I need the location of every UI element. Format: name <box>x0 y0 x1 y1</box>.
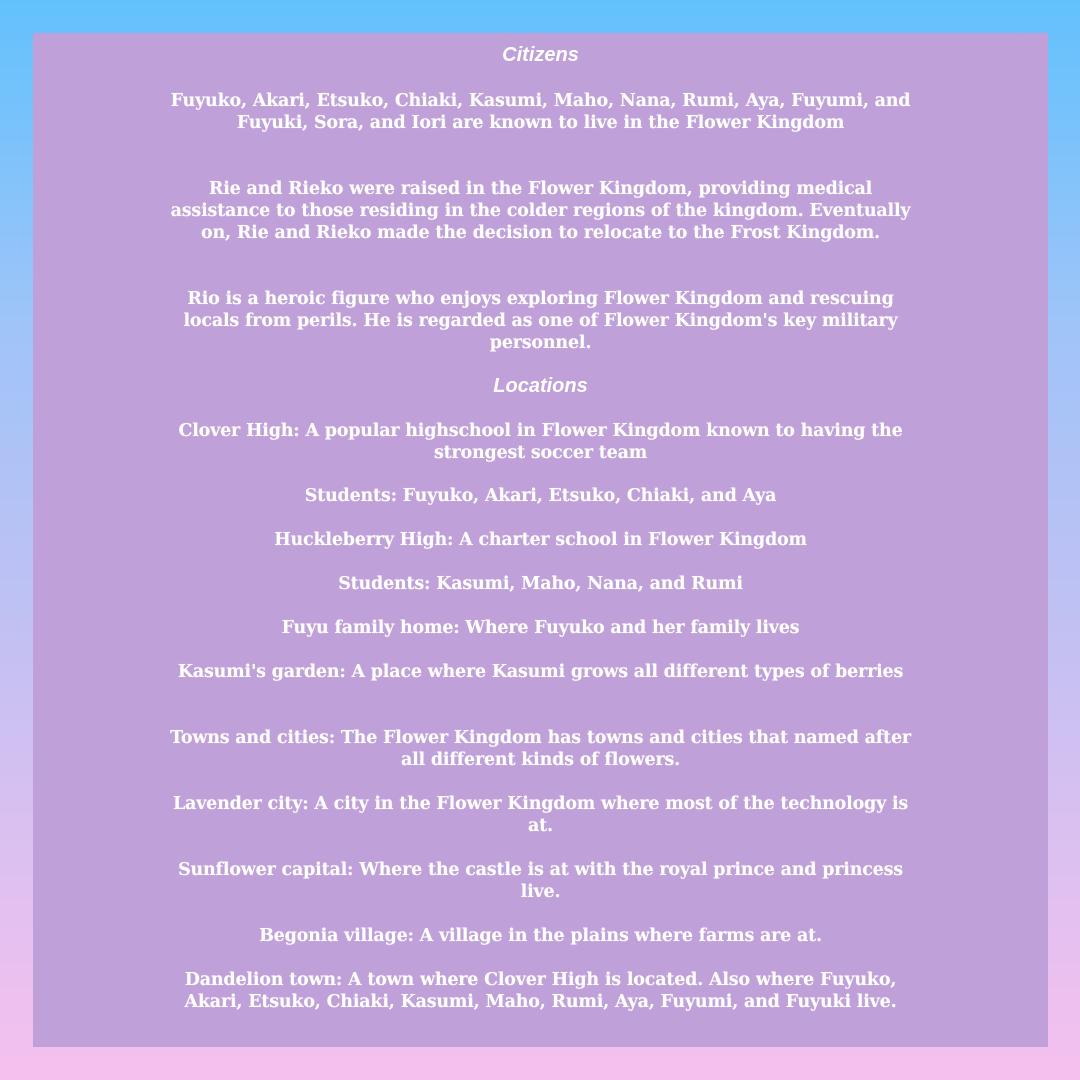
locations-heading: Locations <box>493 375 588 397</box>
citizens-heading: Citizens <box>502 44 579 66</box>
location-entry: Clover High: A popular highschool in Flower Kingdom known to having the strongest soccer team <box>178 421 903 463</box>
location-entry: Begonia village: A village in the plains where farms are at. <box>259 926 822 946</box>
location-entry: Fuyu family home: Where Fuyuko and her family lives <box>281 618 800 638</box>
citizens-paragraph: Rio is a heroic figure who enjoys exploring Flower Kingdom and rescuing locals from perils. He is regarded as one of Flower Kingdom's key military personnel. <box>183 289 898 353</box>
location-entry: Kasumi's garden: A place where Kasumi grows all different types of berries <box>177 662 904 682</box>
location-entry: Lavender city: A city in the Flower Kingdom where most of the technology is at. <box>172 794 909 836</box>
location-entry: Dandelion town: A town where Clover High is located. Also where Fuyuko, Akari, Etsuko, Chiaki, Kasumi, Maho, Rumi, Aya, Fuyumi, and Fuyuki live. <box>184 970 897 1012</box>
location-entry: Students: Fuyuko, Akari, Etsuko, Chiaki, and Aya <box>304 486 777 506</box>
location-entry: Sunflower capital: Where the castle is at with the royal prince and princess live. <box>178 860 903 902</box>
location-entry: Huckleberry High: A charter school in Flower Kingdom <box>274 530 807 550</box>
content-panel <box>33 33 1048 1047</box>
citizens-paragraph: Rie and Rieko were raised in the Flower Kingdom, providing medical assistance to those residing in the colder regions of the kingdom. Eventually on, Rie and Rieko made the decision to relocate to the Frost Kingdom. <box>170 179 911 243</box>
location-entry: Towns and cities: The Flower Kingdom has towns and cities that named after all different kinds of flowers. <box>170 728 911 770</box>
citizens-paragraph: Fuyuko, Akari, Etsuko, Chiaki, Kasumi, Maho, Nana, Rumi, Aya, Fuyumi, and Fuyuki, Sora, and Iori are known to live in the Flower Kingdom <box>170 91 911 133</box>
location-entry: Students: Kasumi, Maho, Nana, and Rumi <box>338 574 743 594</box>
